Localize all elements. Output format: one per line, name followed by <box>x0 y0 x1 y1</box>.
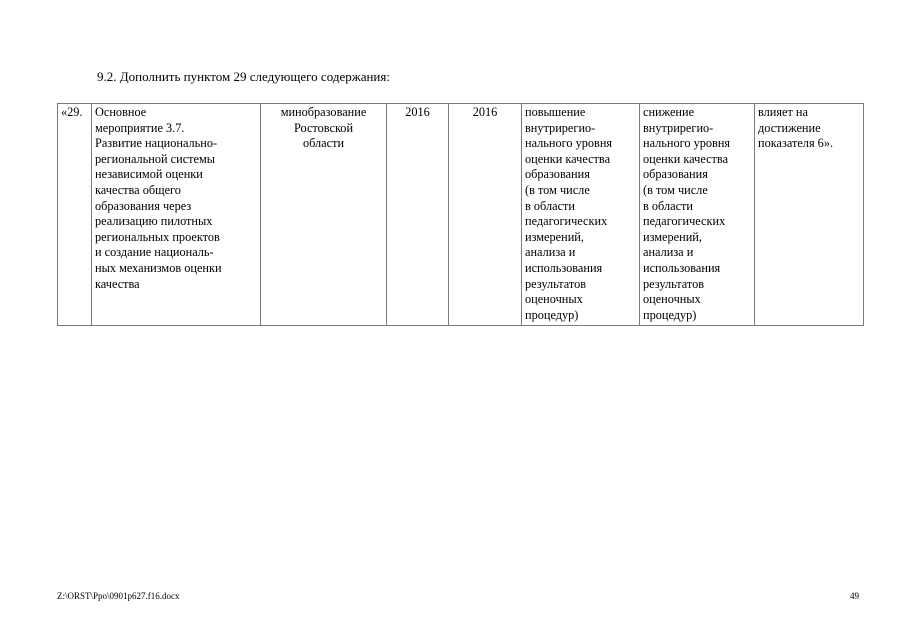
table-row <box>58 104 864 326</box>
consequences: снижение внутрирегио- нального уровня оценки качества образования (в том числе в области педагогических измерений, анализа и использования результатов оценочных процедур) <box>643 105 731 322</box>
measure-name-cell <box>92 104 261 326</box>
measure-name: Основное мероприятие 3.7. Развитие национально- региональной системы независимой оценки качества общего образования через реализацию пилотных региональных проектов и создание националь- ных механизмов оценки качества <box>95 105 222 291</box>
end-year-cell <box>449 104 522 326</box>
expected-result: повышение внутрирегио- нального уровня оценки качества образования (в том числе в области педагогических измерений, анализа и использования результатов оценочных процедур) <box>525 105 613 322</box>
measures-table <box>57 103 864 326</box>
intro-paragraph: 9.2. Дополнить пунктом 29 следующего содержания: <box>97 69 390 84</box>
row-number-cell <box>58 104 92 326</box>
page-number: 49 <box>850 591 859 601</box>
consequences-cell <box>640 104 755 326</box>
executor-cell <box>261 104 387 326</box>
start-year: 2016 <box>405 105 430 119</box>
expected-result-cell <box>522 104 640 326</box>
executor: минобразование Ростовской области <box>280 105 367 151</box>
row-number: «29. <box>61 105 83 119</box>
indicator-link-cell <box>755 104 864 326</box>
indicator-link: влияет на достижение показателя 6». <box>758 105 834 151</box>
start-year-cell <box>387 104 449 326</box>
end-year: 2016 <box>472 105 498 119</box>
footer-file-path: Z:\ORST\Ppo\0901p627.f16.docx <box>57 591 180 601</box>
